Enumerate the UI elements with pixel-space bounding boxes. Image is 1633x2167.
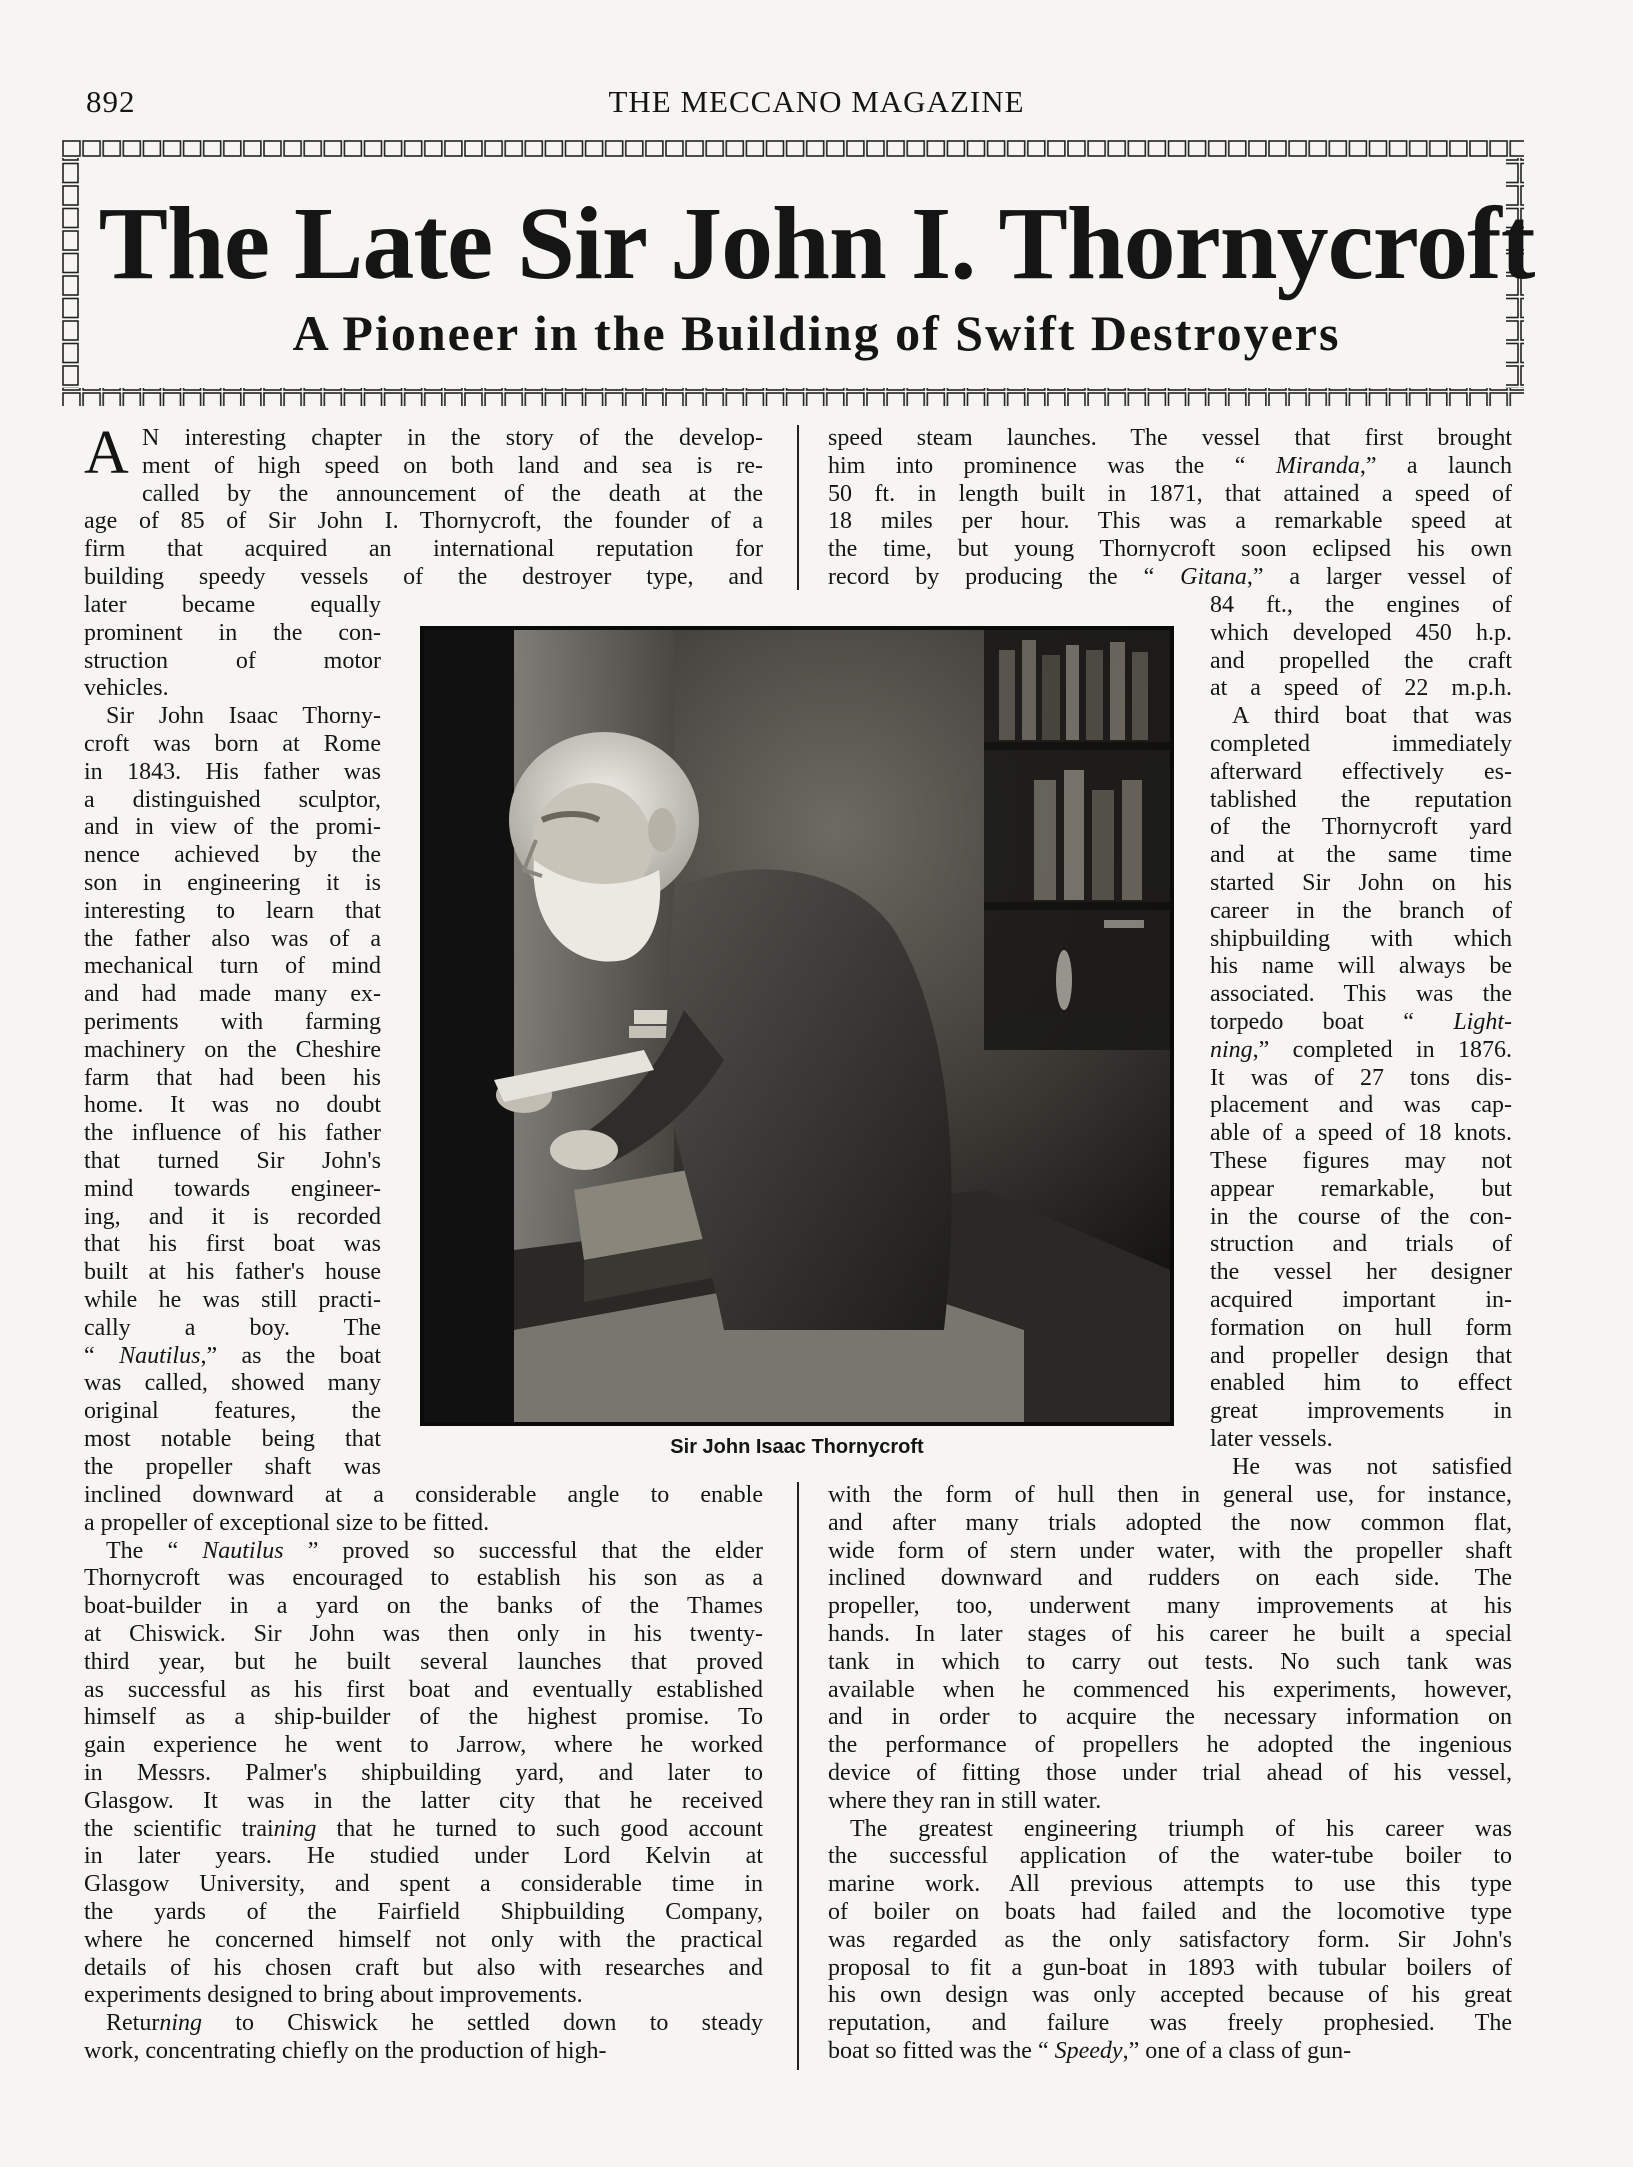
text-line: the scientific training that he turned to such good account <box>84 1815 763 1842</box>
text-line: Returning to Chiswick he settled down to steady <box>106 2010 763 2037</box>
text-line: career in the branch of <box>1210 897 1512 924</box>
text-line: at a speed of 22 m.p.h. <box>1210 675 1512 702</box>
text-line: struction and trials of <box>1210 1231 1512 1258</box>
text-line: as successful as his first boat and eventually established <box>84 1676 763 1703</box>
portrait-photo <box>420 626 1174 1426</box>
text-line: that his first boat was <box>84 1231 381 1258</box>
running-header <box>0 84 1633 124</box>
left-column-intro <box>84 419 763 592</box>
text-line: completed immediately <box>1210 730 1512 757</box>
text-line: marine work. All previous attempts to use this type <box>828 1871 1512 1898</box>
text-line: torpedo boat “ Light- <box>1210 1008 1512 1035</box>
text-line: wide form of stern under water, with the propeller shaft <box>828 1537 1512 1564</box>
text-line: the father also was of a <box>84 925 381 952</box>
text-line: son in engineering it is <box>84 869 381 896</box>
article-title: The Late Sir John I. Thornycroft <box>98 186 1535 301</box>
text-line: the time, but young Thornycroft soon eclipsed his own <box>828 536 1512 563</box>
text-line: later vessels. <box>1210 1425 1333 1452</box>
text-line: home. It was no doubt <box>84 1092 381 1119</box>
text-line: Sir John Isaac Thorny- <box>106 703 381 730</box>
text-line: The “ Nautilus ” proved so successful that the elder <box>106 1537 763 1564</box>
text-line: the influence of his father <box>84 1120 381 1147</box>
text-line: boat-builder in a yard on the banks of the Thames <box>84 1593 763 1620</box>
text-line: age of 85 of Sir John I. Thornycroft, the founder of a <box>84 508 763 535</box>
text-line: enabled him to effect <box>1210 1370 1512 1397</box>
text-line: the successful application of the water-tube boiler to <box>828 1843 1512 1870</box>
text-line: where he concerned himself not only with the practical <box>84 1926 763 1953</box>
text-line: was regarded as the only satisfactory form. Sir John's <box>828 1926 1512 1953</box>
page-number: 892 <box>86 84 136 119</box>
text-line: called by the announcement of the death at the <box>142 480 763 507</box>
text-line: building speedy vessels of the destroyer type, and <box>84 563 763 590</box>
text-line: placement and was cap- <box>1210 1092 1512 1119</box>
right-column-narrow <box>1210 592 1512 1482</box>
text-line: that turned Sir John's <box>84 1147 381 1174</box>
text-line: croft was born at Rome <box>84 730 381 757</box>
text-line: and propeller design that <box>1210 1342 1512 1369</box>
column-rule-bottom <box>797 1482 799 2070</box>
text-line: vehicles. <box>84 675 169 702</box>
text-line: He was not satisfied <box>1232 1453 1512 1480</box>
left-column-bottom <box>84 1482 763 2066</box>
text-line: at Chiswick. Sir John was then only in his twenty- <box>84 1620 763 1647</box>
text-line: acquired important in- <box>1210 1286 1512 1313</box>
text-line: machinery on the Cheshire <box>84 1036 381 1063</box>
text-line: periments with farming <box>84 1008 381 1035</box>
text-line: inclined downward at a considerable angle to enable <box>84 1482 763 1508</box>
text-line: ing, and it is recorded <box>84 1203 381 1230</box>
text-line: record by producing the “ Gitana,” a larger vessel of <box>828 563 1512 590</box>
text-line: of the Thornycroft yard <box>1210 814 1512 841</box>
text-line: associated. This was the <box>1210 981 1512 1008</box>
text-line: his name will always be <box>1210 953 1512 980</box>
right-column-bottom <box>828 1482 1512 2066</box>
right-column-intro <box>828 425 1512 592</box>
text-line: and in view of the promi- <box>84 814 381 841</box>
text-line: a propeller of exceptional size to be fitted. <box>84 1509 490 1536</box>
text-line: and at the same time <box>1210 842 1512 869</box>
text-line: propeller, too, underwent many improvements at his <box>828 1593 1512 1620</box>
text-line: and had made many ex- <box>84 981 381 1008</box>
text-line: 50 ft. in length built in 1871, that attained a speed of <box>828 480 1512 507</box>
text-line: original features, the <box>84 1398 381 1425</box>
text-line: gain experience he went to Jarrow, where he worked <box>84 1732 763 1759</box>
text-line: “ Nautilus,” as the boat <box>84 1342 381 1369</box>
text-line: mechanical turn of mind <box>84 953 381 980</box>
text-line: details of his chosen craft but also with researches and <box>84 1954 763 1981</box>
text-line: hands. In later stages of his career he built a special <box>828 1620 1512 1647</box>
text-line: The greatest engineering triumph of his career was <box>850 1815 1512 1842</box>
text-line: N interesting chapter in the story of the develop- <box>142 425 763 451</box>
text-line: nence achieved by the <box>84 842 381 869</box>
text-line: was called, showed many <box>84 1370 381 1397</box>
article-subtitle: A Pioneer in the Building of Swift Destroyers <box>292 305 1341 361</box>
text-line: appear remarkable, but <box>1210 1175 1512 1202</box>
text-line: proposal to fit a gun-boat in 1893 with tubular boilers of <box>828 1954 1512 1981</box>
text-line: which developed 450 h.p. <box>1210 619 1512 646</box>
magazine-title: THE MECCANO MAGAZINE <box>608 84 1025 119</box>
text-line: started Sir John on his <box>1210 869 1512 896</box>
text-line: later became equally <box>84 592 381 618</box>
text-line: It was of 27 tons dis- <box>1210 1064 1512 1091</box>
text-line: speed steam launches. The vessel that first brought <box>828 425 1512 451</box>
text-line: the performance of propellers he adopted the ingenious <box>828 1732 1512 1759</box>
text-line: work, concentrating chiefly on the production of high- <box>84 2037 607 2064</box>
left-column-narrow <box>84 592 381 1482</box>
drop-cap: A <box>84 419 129 487</box>
text-line: while he was still practi- <box>84 1286 381 1313</box>
text-line: ning,” completed in 1876. <box>1210 1036 1512 1063</box>
text-line: cally a boy. The <box>84 1314 381 1341</box>
text-line: great improvements in <box>1210 1398 1512 1425</box>
text-line: tablished the reputation <box>1210 786 1512 813</box>
text-line: himself as a ship-builder of the highest promise. To <box>84 1704 763 1731</box>
text-line: the yards of the Fairfield Shipbuilding Company, <box>84 1898 763 1925</box>
text-line: the vessel her designer <box>1210 1259 1512 1286</box>
text-line: mind towards engineer- <box>84 1175 381 1202</box>
text-line: reputation, and failure was freely prophesied. The <box>828 2010 1512 2037</box>
text-line: built at his father's house <box>84 1259 381 1286</box>
text-line: Glasgow University, and spent a considerable time in <box>84 1871 763 1898</box>
text-line: in the course of the con- <box>1210 1203 1512 1230</box>
text-line: a distinguished sculptor, <box>84 786 381 813</box>
text-line: shipbuilding with which <box>1210 925 1512 952</box>
text-line: farm that had been his <box>84 1064 381 1091</box>
text-line: and after many trials adopted the now common flat, <box>828 1509 1512 1536</box>
text-line: in 1843. His father was <box>84 758 381 785</box>
text-line: able of a speed of 18 knots. <box>1210 1120 1512 1147</box>
text-line: experiments designed to bring about improvements. <box>84 1982 583 2009</box>
text-line: These figures may not <box>1210 1147 1512 1174</box>
text-line: inclined downward and rudders on each side. The <box>828 1565 1512 1592</box>
text-line: 84 ft., the engines of <box>1210 592 1512 618</box>
text-line: the propeller shaft was <box>84 1453 381 1480</box>
text-line: interesting to learn that <box>84 897 381 924</box>
text-line: struction of motor <box>84 647 381 674</box>
text-line: device of fitting those under trial ahead of his vessel, <box>828 1759 1512 1786</box>
text-line: in Messrs. Palmer's shipbuilding yard, and later to <box>84 1759 763 1786</box>
photo-caption: Sir John Isaac Thornycroft <box>670 1436 924 1458</box>
text-line: prominent in the con- <box>84 619 381 646</box>
text-line: afterward effectively es- <box>1210 758 1512 785</box>
text-line: boat so fitted was the “ Speedy,” one of a class of gun- <box>828 2037 1352 2064</box>
text-line: in later years. He studied under Lord Kelvin at <box>84 1843 763 1870</box>
text-line: of boiler on boats had failed and the locomotive type <box>828 1898 1512 1925</box>
text-line: third year, but he built several launches that proved <box>84 1648 763 1675</box>
text-line: most notable being that <box>84 1425 381 1452</box>
portrait-illustration <box>424 630 1170 1422</box>
text-line: tank in which to carry out tests. No such tank was <box>828 1648 1512 1675</box>
text-line: ment of high speed on both land and sea is re- <box>142 452 763 479</box>
text-line: and in order to acquire the necessary information on <box>828 1704 1512 1731</box>
text-line: A third boat that was <box>1232 703 1512 730</box>
text-line: with the form of hull then in general use, for instance, <box>828 1482 1512 1508</box>
text-line: available when he commenced his experiments, however, <box>828 1676 1512 1703</box>
text-line: firm that acquired an international reputation for <box>84 536 763 563</box>
text-line: 18 miles per hour. This was a remarkable speed at <box>828 508 1512 535</box>
column-rule-top <box>797 425 799 590</box>
text-line: and propelled the craft <box>1210 647 1512 674</box>
text-line: Glasgow. It was in the latter city that he received <box>84 1787 763 1814</box>
text-line: him into prominence was the “ Miranda,” a launch <box>828 452 1512 479</box>
text-line: his own design was only accepted because of his great <box>828 1982 1512 2009</box>
text-line: where they ran in still water. <box>828 1787 1102 1814</box>
text-line: formation on hull form <box>1210 1314 1512 1341</box>
text-line: Thornycroft was encouraged to establish his son as a <box>84 1565 763 1592</box>
